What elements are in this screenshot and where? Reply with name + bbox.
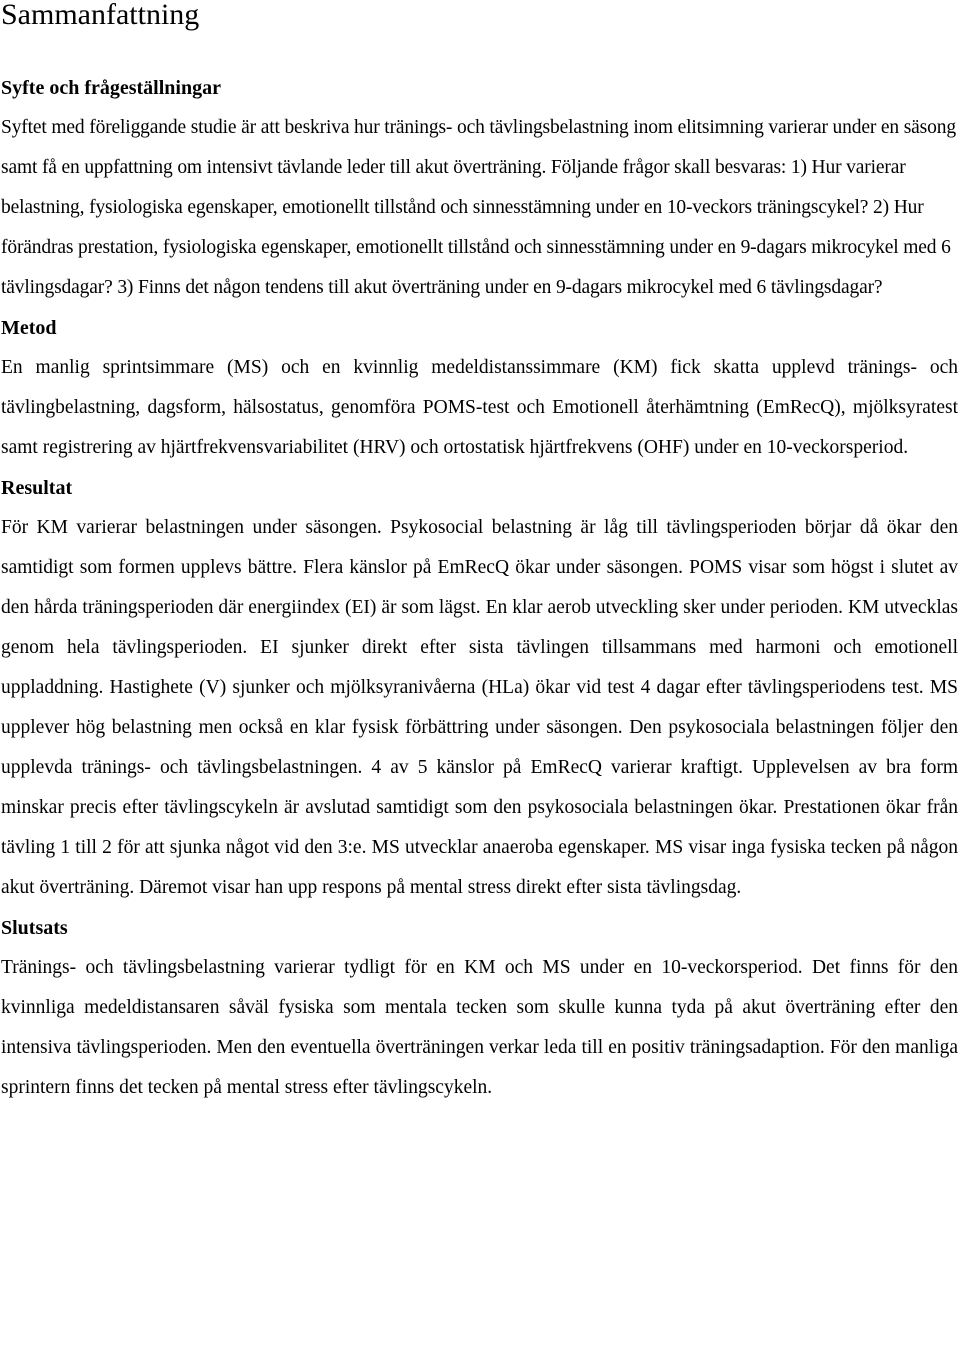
document-title: Sammanfattning: [1, 0, 200, 31]
section-heading-slutsats: Slutsats: [1, 917, 68, 939]
section-heading-resultat: Resultat: [1, 477, 73, 499]
section-paragraph-metod: En manlig sprintsimmare (MS) och en kvinnlig medeldistanssimmare (KM) fick skatta upplevd tränings- och tävlingbelastning, dagsform, hälsostatus, genomföra POMS-test och Emotionell återhämtning (EmRecQ), mjölksyratest samt registrering av hjärtfrekvensvariabilitet (HRV) och ortostatisk hjärtfrekvens (OHF) under en 10-veckorsperiod.: [1, 357, 958, 458]
section-paragraph-resultat: För KM varierar belastningen under säsongen. Psykosocial belastning är låg till tävlingsperioden börjar då ökar den samtidigt som formen upplevs bättre. Flera känslor på EmRecQ ökar under säsongen. POMS visar som högst i slutet av den hårda träningsperioden där energiindex (EI) är som lägst. En klar aerob utveckling sker under perioden. KM utvecklas genom hela tävlingsperioden. EI sjunker direkt efter sista tävlingen tillsammans med harmoni och emotionell uppladdning. Hastighete (V) sjunker och mjölksyranivåerna (HLa) ökar vid test 4 dagar efter tävlingsperiodens test. MS upplever hög belastning men också en klar fysisk förbättring under säsongen. Den psykosociala belastningen följer den upplevda tränings- och tävlingsbelastningen. 4 av 5 känslor på EmRecQ varierar kraftigt. Upplevelsen av bra form minskar precis efter tävlingscykeln är avslutad samtidigt som den psykosociala belastningen ökar. Prestationen ökar från tävling 1 till 2 för att sjunka något vid den 3:e. MS utvecklar anaeroba egenskaper. MS visar inga fysiska tecken på någon akut överträning. Däremot visar han upp respons på mental stress direkt efter sista tävlingsdag.: [1, 517, 958, 898]
section-slutsats: [1, 908, 958, 1108]
section-paragraph-syfte: Syftet med föreliggande studie är att beskriva hur tränings- och tävlingsbelastning inom elitsimning varierar under en säsong samt få en uppfattning om intensivt tävlande leder till akut överträning. Följande frågor skall besvaras: 1) Hur varierar belastning, fysiologiska egenskaper, emotionellt tillstånd och sinnesstämning under en 10-veckors träningscykel? 2) Hur förändras prestation, fysiologiska egenskaper, emotionellt tillstånd och sinnesstämning under en 9-dagars mikrocykel med 6 tävlingsdagar? 3) Finns det någon tendens till akut överträning under en 9-dagars mikrocykel med 6 tävlingsdagar?: [1, 117, 956, 298]
section-resultat: [1, 468, 958, 908]
section-paragraph-slutsats: Tränings- och tävlingsbelastning varierar tydligt för en KM och MS under en 10-veckorsperiod. Det finns för den kvinnliga medeldistansaren såväl fysiska som mentala tecken som skulle kunna tyda på akut överträning efter den intensiva tävlingsperioden. Men den eventuella överträningen verkar leda till en positiv träningsadaption. För den manliga sprintern finns det tecken på mental stress efter tävlingscykeln.: [1, 957, 958, 1098]
section-syfte: [1, 68, 958, 308]
section-heading-syfte: Syfte och frågeställningar: [1, 77, 221, 99]
section-heading-metod: Metod: [1, 317, 57, 339]
section-metod: [1, 308, 958, 468]
